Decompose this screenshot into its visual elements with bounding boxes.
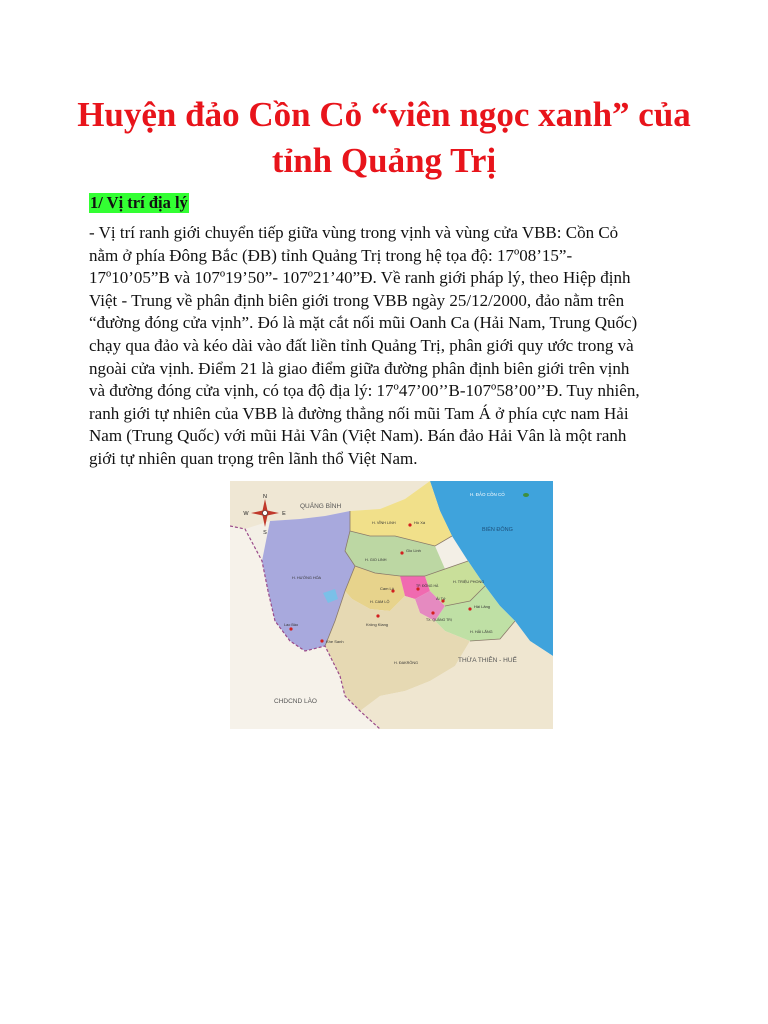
label-lao: CHDCND LÀO — [274, 698, 317, 705]
label-quang-tri: TX. QUẢNG TRỊ — [426, 618, 452, 622]
label-lao-bao: Lao Bảo — [284, 623, 299, 627]
label-bien-dong: BIỂN ĐÔNG — [482, 527, 513, 533]
label-ho-xa: Hồ Xá — [414, 520, 426, 525]
compass-s: S — [263, 530, 267, 536]
label-gio-linh: Gio Linh — [406, 548, 421, 553]
label-dong-ha: TP. ĐÔNG HÀ — [416, 584, 439, 588]
quang-tri-map — [230, 481, 553, 729]
label-ai-tu: Ái Tử — [436, 596, 446, 601]
label-huong-hoa: H. HƯỚNG HÓA — [292, 576, 322, 580]
label-h-hai-lang: H. HẢI LĂNG — [470, 630, 493, 634]
compass-n: N — [263, 494, 267, 500]
label-con-co: H. ĐẢO CỒN CỎ — [470, 492, 505, 497]
paragraph-line: ngoài cửa vịnh. Điểm 21 là giao điểm giữa đường phân định biên giới trên vịnh — [89, 358, 630, 378]
paragraph-line: và đường đóng cửa vịnh, có tọa độ địa lý: 17º47’00’’B-107º58’00’’Đ. Tuy nhiên, — [89, 381, 640, 401]
label-hai-lang: Hải Lăng — [474, 604, 491, 609]
page-title: Huyện đảo Cồn Cỏ “viên ngọc xanh” của tỉnh Quảng Trị — [77, 95, 691, 180]
label-vinh-linh: H. VĨNH LINH — [372, 521, 396, 525]
paragraph-line: Nam (Trung Quốc) với mũi Hải Vân (Việt Nam). Bán đảo Hải Vân là một ranh — [89, 426, 627, 446]
label-h-dakrong: H. ĐAKRÔNG — [394, 661, 419, 665]
compass-e: E — [282, 511, 286, 517]
label-krong-klang: Krông Klang — [366, 622, 389, 627]
label-h-gio-linh: H. GIO LINH — [365, 558, 387, 562]
location-paragraph — [89, 222, 674, 471]
paragraph-line: “đường đóng cửa vịnh”. Đó là mặt cắt nối mũi Oanh Ca (Hải Nam, Trung Quốc) — [89, 313, 638, 333]
section-heading: 1/ Vị trí địa lý — [90, 193, 188, 212]
paragraph-line: 17º10’05”B và 107º19’50”- 107º21’40”Đ. Về ranh giới pháp lý, theo Hiệp định — [89, 268, 631, 288]
label-cam-lo: Cam Lộ — [380, 586, 395, 591]
label-khe-sanh: Khe Sanh — [326, 639, 344, 644]
paragraph-line: nằm ở phía Đông Bắc (ĐB) tỉnh Quảng Trị trong hệ tọa độ: 17º08’15”- — [89, 245, 573, 265]
paragraph-line: Việt - Trung về phân định biên giới trong VBB ngày 25/12/2000, đảo nằm trên — [89, 290, 625, 310]
label-quang-binh: QUẢNG BÌNH — [300, 503, 342, 510]
compass-w: W — [243, 511, 249, 517]
label-h-cam-lo: H. CAM LỘ — [370, 600, 390, 604]
paragraph-line: - Vị trí ranh giới chuyển tiếp giữa vùng trong vịnh và vùng cửa VBB: Cồn Cỏ — [89, 223, 619, 242]
paragraph-line: chạy qua đảo và kéo dài vào đất liền tỉnh Quảng Trị, phân giới quy ước trong và — [89, 335, 634, 355]
paragraph-line: giới tự nhiên quan trọng trên lãnh thổ Việt Nam. — [89, 448, 418, 468]
paragraph-line: ranh giới tự nhiên của VBB là đường thẳng nối mũi Tam Á ở phía cực nam Hải — [89, 403, 629, 423]
label-trieu-phong: H. TRIỆU PHONG — [453, 580, 485, 584]
label-thua-thien-hue: THỪA THIÊN - HUẾ — [458, 657, 517, 664]
